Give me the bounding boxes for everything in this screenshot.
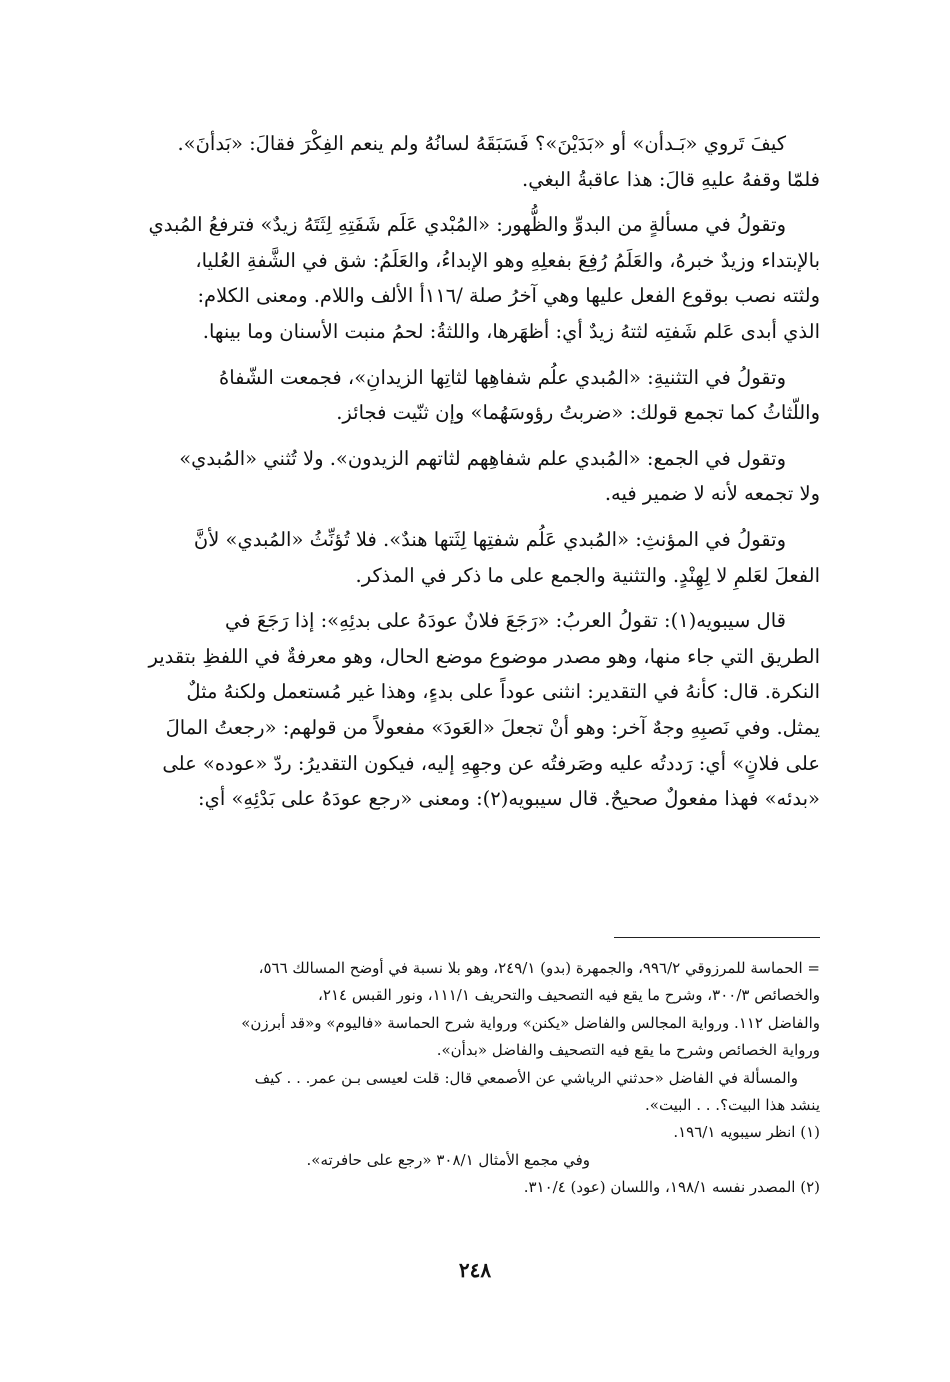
footnotes — [128, 955, 820, 1202]
paragraph-1: كيفَ تَروي «بَـدأن» أو «بَدَيْنَ»؟ فَسَبَقَهُ لسانُهُ ولم ينعم الفِكْرَ فقالَ: «بَدأنَ». فلمّا وقفهُ عليهِ قالَ: هذا عاقبةُ البغي. — [177, 132, 820, 191]
paragraph-6: قال سيبويه(١): تقولُ العربُ: «رَجَعَ فلانٌ عودَهُ على بدئِهِ»: إذا رَجَعَ في الطريق التي جاء منها، وهو مصدر موضوع موضع الحال، وهو معرفةٌ في اللفظِ بتقدير النكرة. قال: كأنهُ في التقدير: انثنى عوداً على بدءٍ، وهذا غير مُستعمل ولكنهُ مثلٌ يمثل. وفي نَصبِهِ وجهٌ آخر: وهو أنْ تجعلَ «العَودَ» مفعولاً من قولهم: «رجعتُ المالَ على فلانٍ» أي: رَددتُه عليه وصَرفتُه عن وجهِهِ إليه، فيكون التقديرُ: ردّ «عوده» على «بدئه» فهذا مفعولٌ صحيحٌ. قال سيبويه(٢): ومعنى «رجع عودَهُ على بَدْئِهِ» أي: — [148, 609, 820, 811]
paragraph-2: وتقولُ في مسألةٍ من البدوِّ والظُّهور: «المُبْدي عَلَم شَفَتِهِ لِثَتَهُ زيدٌ» فترفعُ المُبدي بالإبتداء وزيدٌ خبرهُ، والعَلَمُ رُفِعَ بفعلِهِ وهو الإبداءُ، والعَلَمُ: شق في الشَّفةِ العُليا، ولثته نصب بوقوع الفعل عليها وهي آخرُ صلة /١١٦أ الألف واللام. ومعنى الكلام: الذي أبدى عَلم شَفتِه لثتهُ زيدٌ أي: أظهَرها، واللثةُ: لحمُ منبت الأسنان وما بينها. — [148, 213, 820, 343]
paragraph-3: وتقولُ في التثنيةِ: «المُبدي علُم شفاهِها لثاتِها الزيدانِ»، فجمعت الشّفاهُ واللّثاثُ كما تجمع قولك: «ضربتُ رؤوسَهُما» وإن ثنّيت فجائز. — [219, 365, 820, 425]
main-text — [128, 126, 820, 827]
footnote-continuation: = الحماسة للمرزوقي ٩٩٦/٢، والجمهرة (بدو) ٢٤٩/١، وهو بلا نسبة في أوضح المسالك ٥٦٦، والخصائص ٣٠٠/٣، وشرح ما يقع فيه التصحيف والتحريف ١١١/١، ونور القبس ٢١٤، والفاضل ١١٢. ورواية المجالس والفاضل «يكنن» ورواية شرح الحماسة «فاليوم» و«قد أبرزن» ورواية الخصائص وشرح ما يقع فيه التصحيف والفاضل «بدأن». — [241, 959, 820, 1060]
footnote-note: والمسألة في الفاضل «حدثني الرياشي عن الأصمعي قال: قلت لعيسى بـن عمر. . . كيف ينشد هذا البيت؟. . . البيت». — [254, 1068, 820, 1115]
footnote-1: (١) انظر سيبويه ١٩٦/١. — [673, 1123, 820, 1142]
paragraph-4: وتقول في الجمع: «المُبدي علم شفاهِهم لثاتهم الزيدون». ولا تُثني «المُبدي» ولا تجمعه لأنه لا ضمير فيه. — [179, 446, 820, 506]
footnote-separator — [614, 937, 820, 938]
footnote-1-addition: وفي مجمع الأمثال ٣٠٨/١ «رجع على حافرته». — [306, 1150, 590, 1169]
footnote-2: (٢) المصدر نفسه ١٩٨/١، واللسان (عود) ٣١٠/٤. — [523, 1178, 820, 1197]
paragraph-5: وتقولُ في المؤنثِ: «المُبدي عَلُم شفتِها لِثَتها هندٌ». فلا تُؤنِّثُ «المُبدي» لأنَّ الفعلَ لعَلمِ لا لِهِنْدٍ. والتثنية والجمع على ما ذكر في المذكر. — [193, 527, 820, 587]
page-number: ٢٤٨ — [458, 1258, 492, 1282]
